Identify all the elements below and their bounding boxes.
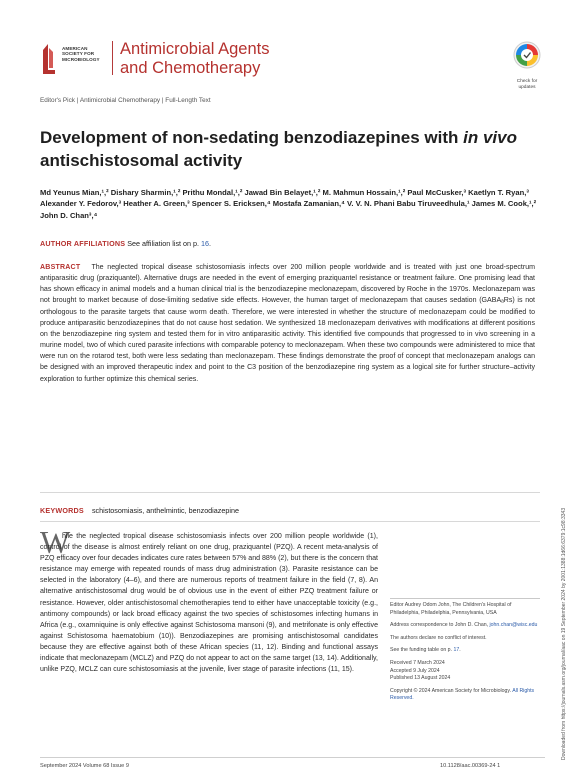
issue-info: September 2024 Volume 68 Issue 9 (40, 763, 129, 769)
section-divider (40, 521, 540, 522)
funding-info: See the funding table on p. 17. (390, 647, 461, 654)
article-title: Development of non-sedating benzodiazepines with in vivo antischistosomal activity (40, 128, 517, 170)
correspondence-email-link[interactable]: john.chan@wisc.edu (489, 622, 538, 629)
journal-title[interactable]: Antimicrobial Agents and Chemotherapy (120, 40, 270, 77)
breadcrumb: Editor's Pick | Antimicrobial Chemotherapy | Full-Length Text (40, 97, 211, 104)
keywords-label: KEYWORDS (40, 506, 84, 515)
check-for-updates-button[interactable] (506, 40, 548, 90)
copyright: Copyright © 2024 American Society for Microbiology. All Rights Reserved. (390, 687, 535, 702)
intro-paragraph: hile the neglected tropical disease schistosomiasis infects over 200 million people worldwide (1), control of the disease is almost entirely reliant on one drug, praziquantel (PZQ). A recent meta-analysis of PZQ efficacy over four decades indicates cure rates between 57% and 88% (2), but there is the concern that resistance may emerge with repeated rounds of mass drug administration (3). Parasite resistance can be selected in the laboratory (4–6), and there are numerous reports of treatment failure in the field (7, 8). An alternative antischistosomal drug would be of obvious use in the event of either PZQ treatment failure or resistance. However, older antischistosomal chemotherapies tend to either have unacceptable toxicity (e.g., antimony compounds) or lack broad efficacy against the two species of schistosomes infecting humans in Africa (e.g., oxamniquine is only effective against Schistosoma mansoni (9), and metrifonate is only effective against Schistosoma haematobium (10)). Benzodiazepines are promising antischistosomal candidates because they are effective against both of these African species (11, 12). Binding and functional assays indicate that meclonazepam (MCLZ) and PZQ do not appear to act on the same target (13, 14). Additionally, unlike PZQ, MCLZ can cure schistosomiasis at the juvenile, liver stage of parasite infections (11, 15). (40, 533, 378, 674)
conflict-statement: The authors declare no conflict of interest. (390, 634, 487, 641)
society-name: AMERICAN SOCIETY FOR MICROBIOLOGY (62, 46, 100, 62)
check-updates-icon (506, 40, 548, 74)
received-date: Received 7 March 2024 (390, 659, 445, 666)
correspondence-info: Address correspondence to John D. Chan, john.chan@wisc.edu (390, 622, 538, 629)
download-watermark: Downloaded from https://journals.asm.org/journal/aac on 19 September 2024 by 2001:1388:1d66:6379:1c98:3343 (561, 507, 567, 760)
doi-page[interactable]: 10.1128/aac.00369-24 1 (440, 763, 501, 769)
author-list: Md Yeunus Mian,¹,² Dishary Sharmin,¹,² Prithu Mondal,¹,² Jawad Bin Belayet,¹,² M. Mahmun Hossain,¹,² Paul McCusker,³ Kaetlyn T. Ryan,³ Alexander Y. Fedorov,³ Heather A. Green,³ Spencer S. Ericksen,⁴ Mostafa Zamanian,⁴ V. V. N. Phani Babu Tiruveedhula,¹ James M. Cook,¹,² John D. Chan³,⁴ (40, 188, 537, 220)
affiliations-label: AUTHOR AFFILIATIONS (40, 239, 126, 248)
abstract-label: ABSTRACT (40, 264, 81, 271)
editor-info: Editor Audrey Odom John, The Children's Hospital of Philadelphia, Philadelphia, Pennsylvania, USA (390, 602, 512, 616)
author-affiliations: AUTHOR AFFILIATIONS See affiliation list on p. 16. (40, 239, 212, 248)
affiliations-text: See affiliation list on p. (125, 239, 202, 248)
funding-page-link[interactable]: 17 (453, 647, 460, 654)
accepted-date: Accepted 9 July 2024 (390, 667, 440, 674)
check-updates-label: updates (518, 84, 536, 90)
abstract-body: The neglected tropical disease schistosomiasis infects over 200 million people worldwide and is treated with just one broad-spectrum antiparasitic drug (praziquantel). Alternative drugs are needed in the event of emerging praziquantel resistance or treatment failure. One promising lead that has shown efficacy in animal models and a human clinical trial is the benzodiazepine meclonazepam, discovered by Roche in the 1970s. Meclonazepam was not brought to market because of dose-limiting sedative side effects. However, the human target of meclonazepam that causes sedation (GABAₐRs) is not orthologous to the parasite targets that cause worm death. Therefore, we were interested in whether the structure of meclonazepam could be modified to produce antiparasitic benzodiazepines that do not cause host sedation. We synthesized 18 meclonazepam derivatives with modifications at different positions on the benzodiazepine ring system and tested them for in vitro antiparasitic activity. This identified five compounds that progressed to in vivo screening in a murine model, two of which cured parasite infections with comparable potency to meclonazepam. When these two compounds were administered to mice that were run on the rotarod test, both were less sedating than meclonazepam. These findings demonstrate the proof of concept that meclonazepam analogs can be designed with an improved therapeutic index and point to the C3 position of the benzodiazepine ring system as a logical site for further structure–activity exploration to further optimize this chemical series. (40, 264, 535, 383)
check-updates-label: Check for (516, 79, 538, 84)
section-divider (40, 492, 540, 493)
drop-cap: W (40, 524, 71, 560)
abstract (40, 262, 535, 385)
affiliations-page-link[interactable]: 16 (201, 239, 210, 248)
keywords (40, 506, 239, 515)
footer-divider (40, 757, 545, 758)
keywords-list: schistosomiasis, anthelmintic, benzodiazepine (91, 506, 239, 515)
copyright-rights-link[interactable]: All Rights Reserved. (390, 687, 535, 702)
sidebar-divider (390, 598, 540, 599)
header-divider (112, 41, 113, 75)
published-date: Published 13 August 2024 (390, 675, 451, 682)
article-info-sidebar (390, 602, 540, 708)
asm-logo-icon (40, 40, 58, 76)
